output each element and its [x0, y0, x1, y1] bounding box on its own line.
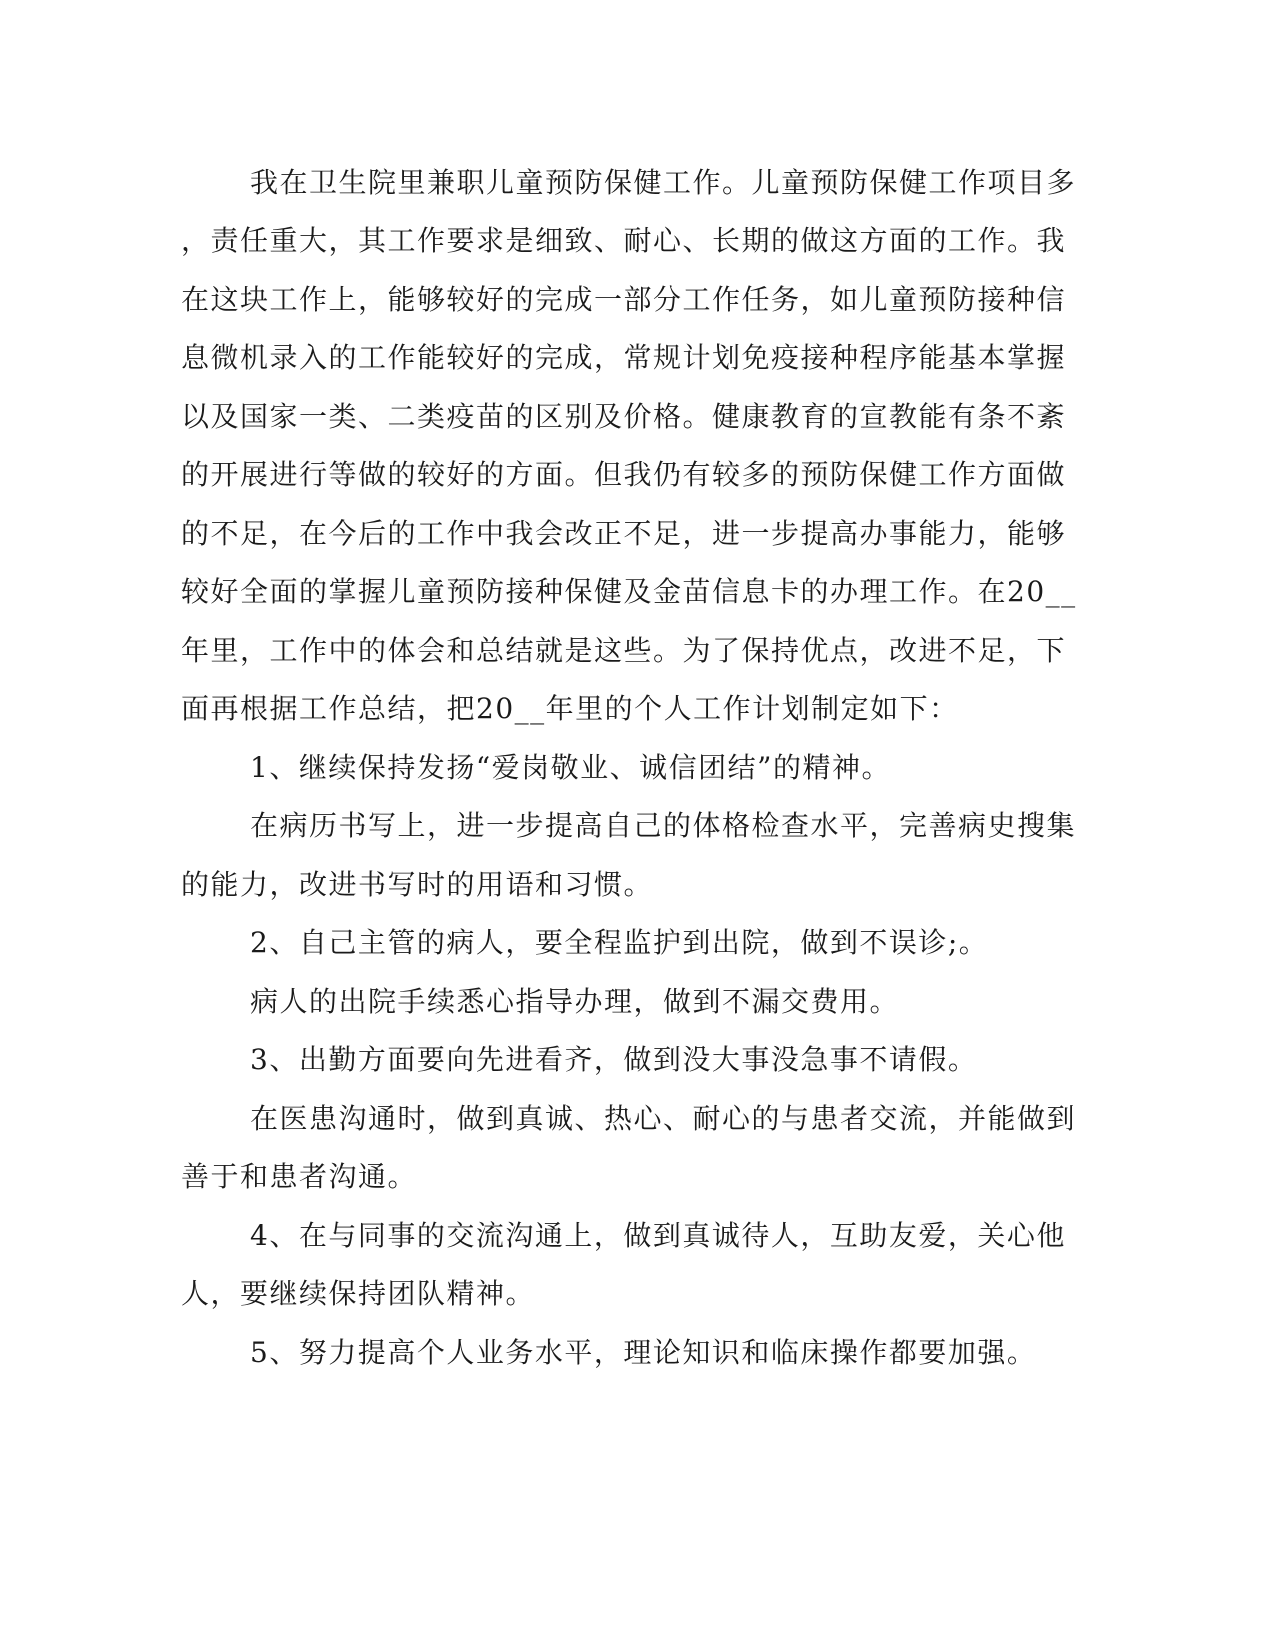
list-item: 2、自己主管的病人，要全程监护到出院，做到不误诊;。 — [250, 926, 989, 959]
text-line: 在病历书写上，进一步提高自己的体格检查水平，完善病史搜集 — [250, 809, 1077, 842]
list-item: 1、继续保持发扬“爱岗敬业、诚信团结”的精神。 — [250, 751, 891, 784]
text-line: 以及国家一类、二类疫苗的区别及价格。健康教育的宣教能有条不紊 — [181, 400, 1067, 433]
text-line: 病人的出院手续悉心指导办理，做到不漏交费用。 — [250, 985, 900, 1018]
list-item: 3、出勤方面要向先进看齐，做到没大事没急事不请假。 — [250, 1043, 978, 1076]
text-line: 面再根据工作总结，把20__年里的个人工作计划制定如下： — [181, 692, 959, 725]
text-line: 在这块工作上，能够较好的完成一部分工作任务，如儿童预防接种信 — [181, 283, 1067, 316]
text-line: 人，要继续保持团队精神。 — [181, 1277, 536, 1310]
text-line: 较好全面的掌握儿童预防接种保健及金苗信息卡的办理工作。在20__ — [181, 575, 1077, 608]
list-item: 5、努力提高个人业务水平，理论知识和临床操作都要加强。 — [250, 1336, 1037, 1369]
text-line: 在医患沟通时，做到真诚、热心、耐心的与患者交流，并能做到 — [250, 1102, 1077, 1135]
text-line: 息微机录入的工作能较好的完成，常规计划免疫接种程序能基本掌握 — [181, 341, 1067, 374]
text-line: 年里，工作中的体会和总结就是这些。为了保持优点，改进不足，下 — [181, 634, 1067, 667]
text-line: 的不足，在今后的工作中我会改正不足，进一步提高办事能力，能够 — [181, 517, 1067, 550]
text-line: ，责任重大，其工作要求是细致、耐心、长期的做这方面的工作。我 — [181, 224, 1067, 257]
text-line: 善于和患者沟通。 — [181, 1160, 418, 1193]
text-line: 我在卫生院里兼职儿童预防保健工作。儿童预防保健工作项目多 — [250, 166, 1077, 199]
text-line: 的开展进行等做的较好的方面。但我仍有较多的预防保健工作方面做 — [181, 458, 1067, 491]
text-line: 的能力，改进书写时的用语和习惯。 — [181, 868, 654, 901]
list-item: 4、在与同事的交流沟通上，做到真诚待人，互助友爱，关心他 — [250, 1219, 1066, 1252]
